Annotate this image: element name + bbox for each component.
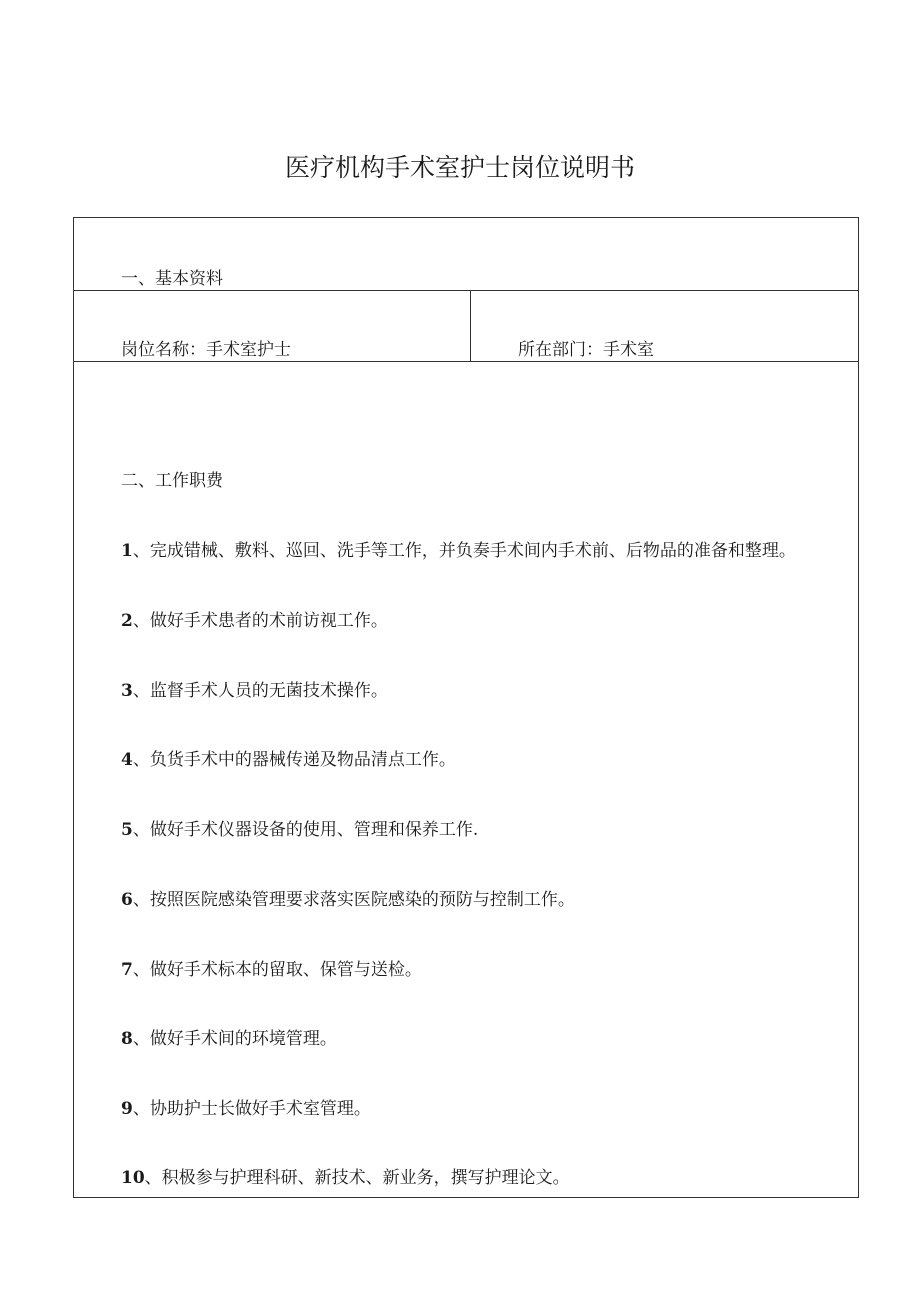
duty-item-5: 5、做好手术仪器设备的使用、管理和保养工作. bbox=[121, 820, 479, 840]
duty-item-10: 10、积极参与护理科研、新技术、新业务，撰写护理论文。 bbox=[121, 1168, 570, 1188]
row-divider-2 bbox=[74, 361, 858, 362]
duty-item-2: 2、做好手术患者的术前访视工作。 bbox=[121, 611, 388, 631]
duty-item-1: 1、完成错械、敷料、巡回、洗手等工作，并负奏手术间内手术前、后物品的准备和整理。 bbox=[121, 541, 796, 561]
department-field: 所在部门：手术室 bbox=[518, 340, 654, 360]
column-divider bbox=[470, 290, 471, 361]
position-name-field: 岗位名称：手术室护士 bbox=[121, 340, 291, 360]
duty-item-3: 3、监督手术人员的无菌技术操作。 bbox=[121, 681, 388, 701]
section-duties-heading: 二、工作职费 bbox=[121, 471, 223, 491]
duty-item-9: 9、协助护士长做好手术室管理。 bbox=[121, 1099, 371, 1119]
job-description-table bbox=[73, 217, 859, 1198]
duty-item-7: 7、做好手术标本的留取、保管与送检。 bbox=[121, 960, 422, 980]
duty-item-6: 6、按照医院感染管理要求落实医院感染的预防与控制工作。 bbox=[121, 890, 575, 910]
section-basic-info-heading: 一、基本资料 bbox=[121, 269, 223, 289]
duty-item-4: 4、负货手术中的器械传递及物品清点工作。 bbox=[121, 750, 456, 770]
document-title: 医疗机构手术室护士岗位说明书 bbox=[284, 153, 635, 182]
duty-item-8: 8、做好手术间的环境管理。 bbox=[121, 1029, 337, 1049]
row-divider-1 bbox=[74, 290, 858, 291]
